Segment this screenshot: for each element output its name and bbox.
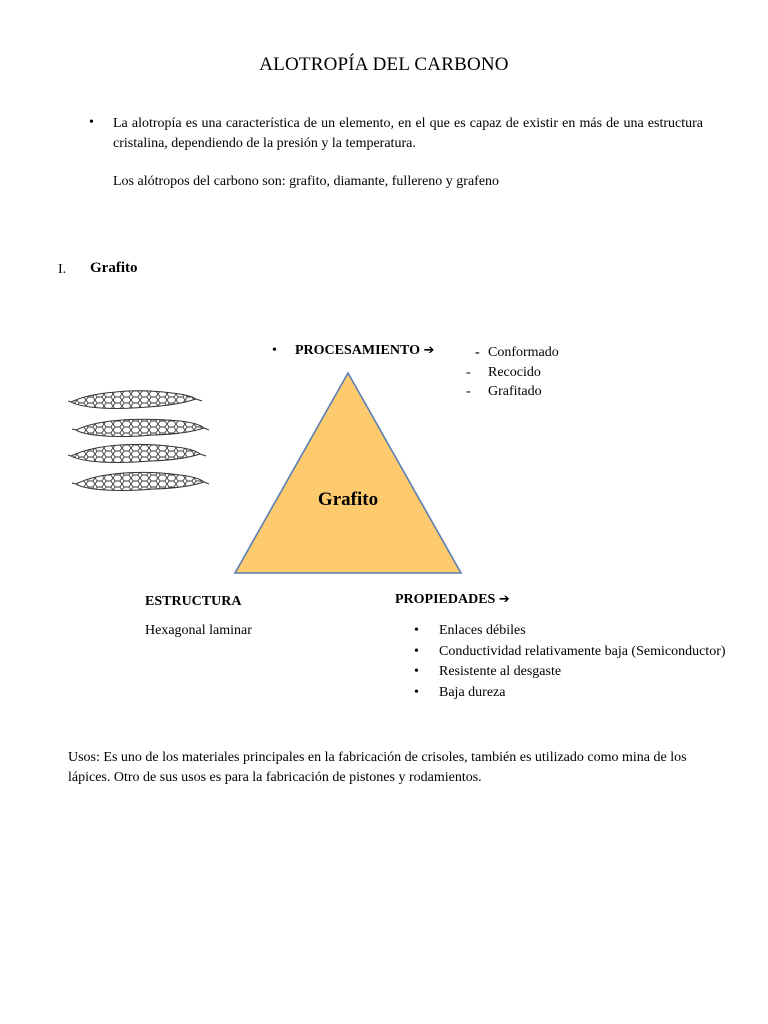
usos-paragraph: Usos: Es uno de los materiales principales en la fabricación de crisoles, también es utilizado como mina de los lápices. Otro de sus usos es para la fabricación de pistones y rodamientos. [68,750,687,785]
propiedades-item: • Baja dureza [414,683,759,704]
allotropes-line: Los alótropos del carbono son: grafito, diamante, fullereno y grafeno [113,174,500,189]
propiedades-list [414,621,759,703]
propiedades-text: PROPIEDADES [395,592,496,607]
procesamiento-item: - Conformado [475,345,559,360]
procesamiento-label [295,343,434,359]
arrow-right-icon: ➔ [423,343,435,358]
procesamiento-bullet: • [272,343,277,358]
triangle-center-label: Grafito [317,489,379,510]
graphite-layer [68,444,206,462]
estructura-value: Hexagonal laminar [145,623,252,638]
procesamiento-item: - Recocido [466,364,541,380]
procesamiento-item: - Grafitado [466,384,542,399]
propiedades-item: • Enlaces débiles [414,621,759,642]
procesamiento-list [466,343,559,402]
graphite-layer [68,391,202,409]
section-number: I. [58,262,67,277]
graphite-layer [72,472,209,490]
arrow-right-icon: ➔ [498,592,510,607]
intro-paragraph: La alotropía es una característica de un elemento, en el que es capaz de existir en más de una estructura cristalina, dependiendo de la presión y la temperatura. [113,116,703,151]
estructura-label: ESTRUCTURA [145,594,242,609]
procesamiento-text: PROCESAMIENTO [295,343,420,358]
graphite-layers-icon [68,385,210,500]
propiedades-item: • Conductividad relativamente baja (Semiconductor) [414,642,759,663]
document-title: ALOTROPÍA DEL CARBONO [259,54,509,75]
propiedades-item: • Resistente al desgaste [414,662,759,683]
intro-bullet-marker: • [89,115,94,130]
section-title: Grafito [90,260,138,276]
propiedades-label [395,592,510,608]
graphite-triangle [232,370,464,576]
graphite-layer [72,419,209,436]
